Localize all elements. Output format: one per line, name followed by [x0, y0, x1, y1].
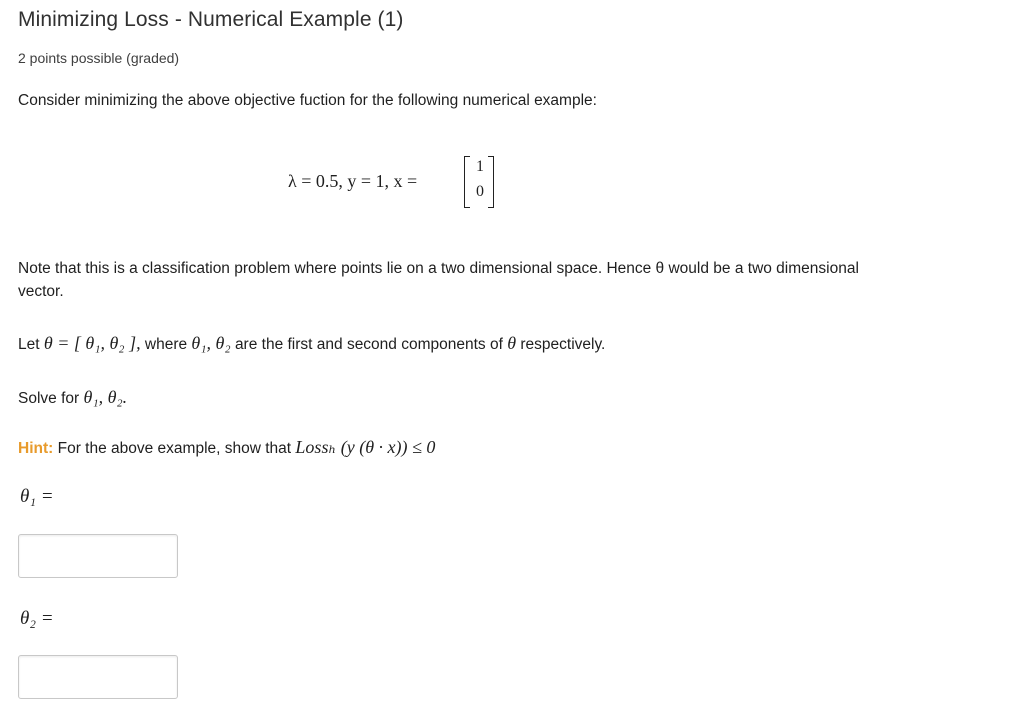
theta1-label: θ₁ =	[20, 486, 54, 507]
points-possible: 2 points possible (graded)	[18, 50, 180, 66]
problem-intro: Consider minimizing the above objective fuction for the following numerical example:	[18, 92, 597, 109]
theta2-input-box[interactable]	[18, 655, 178, 699]
theta1-input[interactable]	[19, 535, 177, 577]
hint-text: For the above example, show that	[57, 440, 292, 457]
let-equation: θ = [ θ₁, θ₂ ],	[43, 333, 141, 353]
solve-prefix: Solve for	[18, 390, 80, 407]
solve-vars: θ₁, θ₂.	[83, 387, 128, 407]
note-line-2: vector.	[18, 283, 64, 300]
theta2-label: θ₂ =	[20, 608, 54, 629]
x-vector	[464, 156, 494, 208]
hint	[18, 437, 435, 458]
equation-text: λ = 0.5, y = 1, x =	[288, 171, 418, 191]
theta2-input[interactable]	[19, 656, 177, 698]
let-end: respectively.	[520, 336, 606, 353]
let-where: where	[144, 336, 188, 353]
hint-math: Lossₕ (y (θ · x)) ≤ 0	[295, 437, 436, 457]
problem-title: Minimizing Loss - Numerical Example (1)	[18, 8, 404, 31]
let-suffix: are the first and second components of	[234, 336, 503, 353]
x-vector-bottom: 0	[476, 183, 484, 200]
let-prefix: Let	[18, 336, 40, 353]
x-vector-top: 1	[476, 158, 484, 175]
solve-statement	[18, 387, 127, 408]
note-line-1: Note that this is a classification problem where points lie on a two dimensional space. Hence θ would be a two dimensional	[18, 260, 859, 277]
let-components: θ₁, θ₂	[191, 333, 231, 353]
theta1-input-box[interactable]	[18, 534, 178, 578]
let-theta: θ	[507, 333, 517, 353]
let-statement	[18, 333, 605, 354]
hint-label: Hint:	[18, 440, 54, 457]
